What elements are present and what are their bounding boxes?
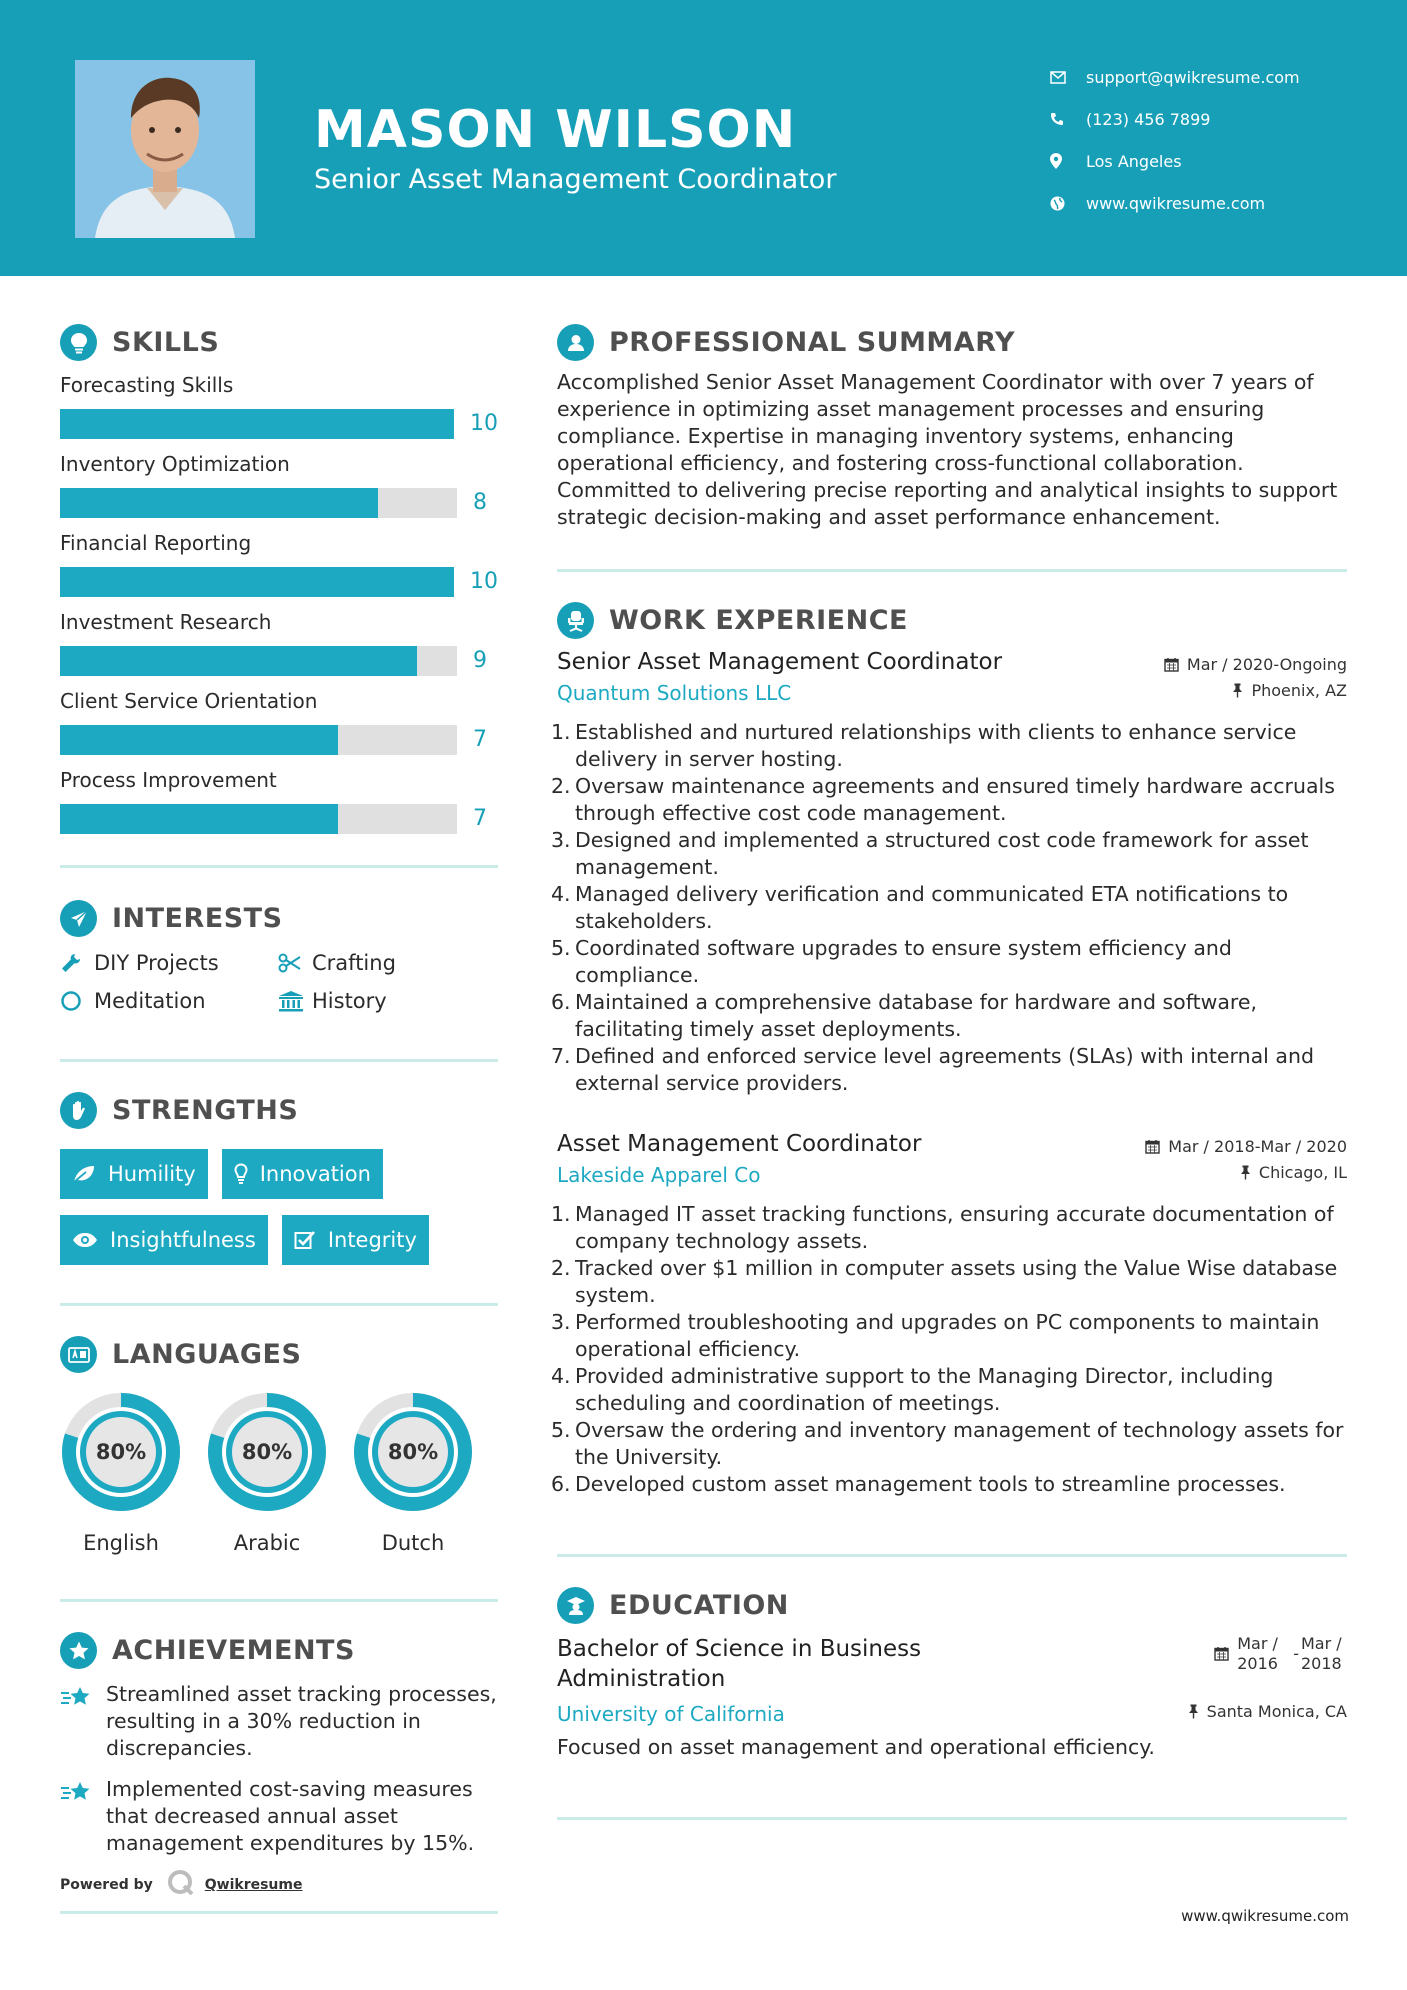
powered-by: Powered by Qwikresume bbox=[60, 1869, 498, 1901]
skills-title: SKILLS bbox=[112, 327, 220, 358]
location-pin-icon bbox=[1050, 153, 1080, 169]
skill-name: Inventory Optimization bbox=[60, 452, 290, 476]
pushpin-icon bbox=[1240, 1165, 1251, 1180]
language-item bbox=[60, 1391, 182, 1555]
skills-section bbox=[60, 324, 498, 847]
email-icon bbox=[1050, 71, 1080, 84]
interests-title: INTERESTS bbox=[112, 903, 283, 934]
candidate-name: MASON WILSON bbox=[314, 100, 797, 160]
skill-bar bbox=[60, 725, 457, 755]
company-name: Lakeside Apparel Co bbox=[557, 1163, 761, 1187]
education-dates: Mar / 2016 - Mar / 2018 bbox=[1214, 1634, 1347, 1674]
candidate-title: Senior Asset Management Coordinator bbox=[314, 164, 837, 195]
job-title: Senior Asset Management Coordinator bbox=[557, 649, 1003, 675]
language-name: English bbox=[83, 1531, 159, 1555]
hand-icon bbox=[60, 1092, 97, 1129]
resume-header bbox=[0, 0, 1407, 276]
skill-bar-fill bbox=[60, 409, 454, 439]
skill-bar bbox=[60, 409, 454, 439]
degree-title: Bachelor of Science in Business Administration bbox=[557, 1636, 922, 1692]
skill-name: Financial Reporting bbox=[60, 531, 252, 555]
interests-heading bbox=[60, 900, 498, 937]
duty-item: 6. Maintained a comprehensive database for hardware and software, facilitating timely asset deployments. bbox=[551, 990, 1258, 1041]
interest-item: Crafting bbox=[278, 951, 478, 975]
skill-name: Forecasting Skills bbox=[60, 373, 234, 397]
language-percent: 80% bbox=[95, 1440, 147, 1464]
interest-item: Meditation bbox=[60, 989, 278, 1013]
job-location: Phoenix, AZ bbox=[1232, 681, 1347, 700]
section-divider bbox=[60, 1303, 498, 1306]
job-location: Chicago, IL bbox=[1240, 1163, 1347, 1182]
language-ring bbox=[60, 1391, 182, 1513]
skill-item bbox=[60, 452, 498, 531]
graduate-icon bbox=[557, 1587, 594, 1624]
eye-icon bbox=[72, 1232, 98, 1248]
section-divider bbox=[557, 1817, 1347, 1820]
qwikresume-link[interactable]: Qwikresume bbox=[204, 1877, 303, 1893]
education-note: Focused on asset management and operational efficiency. bbox=[557, 1735, 1155, 1759]
pushpin-icon bbox=[1188, 1704, 1199, 1719]
office-chair-icon bbox=[557, 602, 594, 639]
summary-section bbox=[557, 324, 1347, 531]
duty-item: 2. Tracked over $1 million in computer assets using the Value Wise database system. bbox=[551, 1256, 1338, 1307]
education-section bbox=[557, 1587, 1347, 1761]
achievement-item: Streamlined asset tracking processes, resulting in a 30% reduction in discrepancies. bbox=[60, 1681, 498, 1762]
shooting-star-icon bbox=[60, 1681, 106, 1762]
section-divider bbox=[557, 569, 1347, 572]
achievements-heading bbox=[60, 1632, 498, 1669]
skill-bar-fill bbox=[60, 646, 417, 676]
qwikresume-logo-icon bbox=[167, 1869, 195, 1901]
achievements-title: ACHIEVEMENTS bbox=[112, 1635, 355, 1666]
experience-title: WORK EXPERIENCE bbox=[609, 605, 908, 636]
duty-item: 3. Performed troubleshooting and upgrades on PC components to maintain operational efficiency. bbox=[551, 1310, 1320, 1361]
duty-item: 5. Oversaw the ordering and inventory management of technology assets for the University. bbox=[551, 1418, 1344, 1469]
skill-value: 10 bbox=[470, 569, 498, 594]
phone-icon bbox=[1050, 112, 1080, 126]
skill-bar-fill bbox=[60, 488, 378, 518]
skill-name: Investment Research bbox=[60, 610, 272, 634]
language-ring bbox=[352, 1391, 474, 1513]
calendar-icon bbox=[1214, 1646, 1229, 1661]
language-name: Dutch bbox=[381, 1531, 445, 1555]
lightbulb-icon bbox=[234, 1163, 248, 1185]
languages-list bbox=[60, 1391, 498, 1555]
interest-item: History bbox=[278, 989, 478, 1013]
duty-item: 3. Designed and implemented a structured cost code framework for asset management. bbox=[551, 828, 1309, 879]
skill-item bbox=[60, 689, 498, 768]
shooting-star-icon bbox=[60, 1776, 106, 1857]
duty-item: 1. Established and nurtured relationships with clients to enhance service delivery in server hosting. bbox=[551, 720, 1297, 771]
pushpin-icon bbox=[1232, 683, 1243, 698]
skill-value: 9 bbox=[473, 648, 487, 673]
wrench-icon bbox=[60, 952, 94, 974]
achievements-section bbox=[60, 1632, 498, 1914]
footer-website-link[interactable]: www.qwikresume.com bbox=[1181, 1907, 1349, 1925]
skill-value: 8 bbox=[473, 490, 487, 515]
job-duties bbox=[551, 1201, 1347, 1498]
duty-item: 1. Managed IT asset tracking functions, ensuring accurate documentation of company technology assets. bbox=[551, 1202, 1334, 1253]
duty-item: 6. Developed custom asset management tools to streamline processes. bbox=[551, 1472, 1286, 1496]
globe-icon bbox=[1050, 196, 1080, 211]
strength-tag: Innovation bbox=[222, 1149, 383, 1199]
contact-location: Los Angeles bbox=[1050, 140, 1300, 182]
summary-heading bbox=[557, 324, 1347, 361]
strengths-list bbox=[60, 1149, 460, 1265]
section-divider bbox=[60, 1911, 498, 1914]
language-percent: 80% bbox=[387, 1440, 439, 1464]
language-item bbox=[206, 1391, 328, 1555]
languages-section bbox=[60, 1336, 498, 1555]
experience-section bbox=[551, 602, 1347, 1498]
skill-bar bbox=[60, 804, 457, 834]
calendar-icon bbox=[1164, 657, 1179, 672]
calendar-icon bbox=[1145, 1139, 1160, 1154]
language-ring bbox=[206, 1391, 328, 1513]
section-divider bbox=[557, 1554, 1347, 1557]
left-column bbox=[60, 276, 498, 1914]
strength-tag: Integrity bbox=[282, 1215, 429, 1265]
section-divider bbox=[60, 1059, 498, 1062]
skill-bar bbox=[60, 567, 454, 597]
profile-photo bbox=[75, 60, 255, 238]
skill-bar bbox=[60, 646, 457, 676]
strength-tag: Humility bbox=[60, 1149, 208, 1199]
user-icon bbox=[557, 324, 594, 361]
skill-item bbox=[60, 373, 498, 452]
job-entry bbox=[551, 1131, 1347, 1498]
skill-bar-fill bbox=[60, 804, 338, 834]
paper-plane-icon bbox=[60, 900, 97, 937]
summary-title: PROFESSIONAL SUMMARY bbox=[609, 327, 1016, 358]
checkbox-icon bbox=[294, 1230, 316, 1250]
experience-heading bbox=[557, 602, 1347, 639]
contact-list bbox=[1050, 56, 1300, 224]
skill-item bbox=[60, 768, 498, 847]
education-start: Mar / 2016 bbox=[1237, 1634, 1278, 1673]
duty-item: 5. Coordinated software upgrades to ensure system efficiency and compliance. bbox=[551, 936, 1232, 987]
interests-list bbox=[60, 951, 498, 1013]
museum-icon bbox=[278, 990, 312, 1012]
summary-text: Accomplished Senior Asset Management Coordinator with over 7 years of experience in optimizing asset management processes and ensuring compliance. Expertise in managing inventory systems, enhancing operational efficiency, and fostering cross-functional collaboration. Committed to delivering precise reporting and analytical insights to support strategic decision-making and asset performance enhancement. bbox=[557, 370, 1338, 529]
contact-phone[interactable]: (123) 456 7899 bbox=[1050, 98, 1300, 140]
skill-name: Process Improvement bbox=[60, 768, 277, 792]
skill-bar-fill bbox=[60, 725, 338, 755]
job-title: Asset Management Coordinator bbox=[557, 1131, 922, 1157]
skills-list bbox=[60, 373, 498, 847]
skill-value: 7 bbox=[473, 806, 487, 831]
right-column bbox=[551, 276, 1347, 1820]
languages-heading bbox=[60, 1336, 498, 1373]
skill-item bbox=[60, 531, 498, 610]
lightbulb-icon bbox=[60, 324, 97, 361]
school-name: University of California bbox=[557, 1702, 785, 1726]
education-heading bbox=[557, 1587, 1347, 1624]
strength-tag: Insightfulness bbox=[60, 1215, 268, 1265]
education-location: Santa Monica, CA bbox=[1188, 1702, 1347, 1721]
skill-bar-fill bbox=[60, 567, 454, 597]
star-badge-icon bbox=[60, 1632, 97, 1669]
education-title: EDUCATION bbox=[609, 1590, 789, 1621]
leaf-icon bbox=[72, 1164, 96, 1184]
strengths-title: STRENGTHS bbox=[112, 1095, 299, 1126]
section-divider bbox=[60, 1599, 498, 1602]
circle-icon bbox=[60, 990, 94, 1012]
skills-heading bbox=[60, 324, 498, 361]
section-divider bbox=[60, 865, 498, 868]
skill-item bbox=[60, 610, 498, 689]
duty-item: 2. Oversaw maintenance agreements and ensured timely hardware accruals through effective cost code management. bbox=[551, 774, 1335, 825]
skill-name: Client Service Orientation bbox=[60, 689, 318, 713]
languages-title: LANGUAGES bbox=[112, 1339, 302, 1370]
skill-value: 10 bbox=[470, 411, 498, 436]
interest-item: DIY Projects bbox=[60, 951, 278, 975]
education-end: Mar / 2018 bbox=[1301, 1634, 1342, 1673]
language-card-icon bbox=[60, 1336, 97, 1373]
company-name: Quantum Solutions LLC bbox=[557, 681, 792, 705]
achievement-item: Implemented cost-saving measures that decreased annual asset management expenditures by 15%. bbox=[60, 1776, 498, 1857]
duty-item: 4. Managed delivery verification and communicated ETA notifications to stakeholders. bbox=[551, 882, 1289, 933]
scissors-icon bbox=[278, 953, 312, 973]
job-dates: Mar / 2018-Mar / 2020 bbox=[1145, 1137, 1347, 1156]
language-percent: 80% bbox=[241, 1440, 293, 1464]
strengths-section bbox=[60, 1092, 498, 1265]
strengths-heading bbox=[60, 1092, 498, 1129]
job-entry bbox=[551, 649, 1347, 1097]
contact-email[interactable]: support@qwikresume.com bbox=[1050, 56, 1300, 98]
skill-value: 7 bbox=[473, 727, 487, 752]
interests-section bbox=[60, 900, 498, 1013]
skill-bar bbox=[60, 488, 457, 518]
job-duties bbox=[551, 719, 1347, 1097]
contact-website[interactable]: www.qwikresume.com bbox=[1050, 182, 1300, 224]
duty-item: 4. Provided administrative support to the Managing Director, including scheduling and coordination of meetings. bbox=[551, 1364, 1274, 1415]
job-dates: Mar / 2020-Ongoing bbox=[1164, 655, 1347, 674]
achievements-list bbox=[60, 1681, 498, 1857]
language-name: Arabic bbox=[233, 1531, 301, 1555]
language-item bbox=[352, 1391, 474, 1555]
duty-item: 7. Defined and enforced service level agreements (SLAs) with internal and external service providers. bbox=[551, 1044, 1314, 1095]
